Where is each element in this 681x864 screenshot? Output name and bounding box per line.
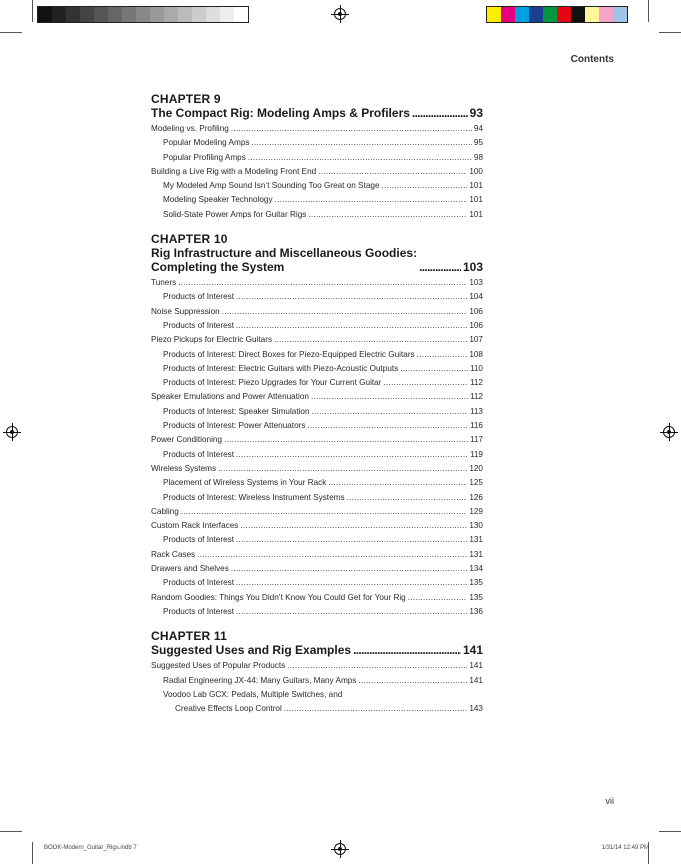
toc-entry-page-number: 119 (469, 449, 483, 459)
toc-entry[interactable] (151, 674, 483, 688)
toc-entry-page-number: 98 (473, 152, 483, 162)
crop-mark (648, 0, 649, 22)
calibration-swatch (206, 7, 220, 22)
toc-entry-title: Creative Effects Loop Control (175, 704, 282, 714)
calibration-swatch (501, 7, 515, 22)
dot-leader (312, 405, 468, 419)
crop-mark (659, 32, 681, 33)
dot-leader (353, 643, 461, 657)
dot-leader (328, 476, 467, 490)
dot-leader (318, 165, 467, 179)
dot-leader (358, 674, 467, 688)
toc-entry-page-number: 136 (469, 606, 483, 616)
toc-entry-page-number: 131 (469, 535, 483, 545)
toc-entry[interactable] (151, 702, 483, 716)
toc-entry-page-number: 126 (469, 492, 483, 502)
dot-leader (236, 605, 467, 619)
calibration-swatch (585, 7, 599, 22)
toc-entry-page-number: 101 (469, 181, 483, 191)
slug-file-name: BOOK-Modern_Guitar_Rigs.indb 7 (44, 845, 137, 851)
toc-entry-title: Products of Interest: Direct Boxes for Piezo-Equipped Electric Guitars (163, 349, 415, 359)
toc-entry-title: Products of Interest: Piezo Upgrades for Your Current Guitar (163, 378, 382, 388)
toc-entry[interactable] (151, 505, 483, 519)
toc-entry[interactable] (151, 390, 483, 404)
toc-entry-title: Noise Suppression (151, 306, 220, 316)
toc-entry-title: Products of Interest (163, 535, 234, 545)
toc-entry-page-number: 129 (469, 506, 483, 516)
dot-leader (400, 362, 468, 376)
toc-entry[interactable] (151, 491, 483, 505)
calibration-swatch (108, 7, 122, 22)
registration-mark-icon (334, 843, 346, 855)
dot-leader (236, 533, 467, 547)
dot-leader (224, 433, 468, 447)
toc-entry-title: Piezo Pickups for Electric Guitars (151, 335, 273, 345)
toc-entry-page-number: 106 (469, 320, 483, 330)
toc-entry[interactable] (151, 605, 483, 619)
calibration-swatch (599, 7, 613, 22)
toc-entry[interactable] (151, 576, 483, 590)
toc-entry-title: Products of Interest (163, 320, 234, 330)
dot-leader (236, 448, 468, 462)
chapter-page-number: 141 (462, 643, 483, 658)
toc-entry[interactable] (151, 533, 483, 547)
toc-entry[interactable] (151, 562, 483, 576)
toc-entry-title: Products of Interest: Electric Guitars with Piezo-Acoustic Outputs (163, 363, 399, 373)
toc-entry[interactable] (151, 290, 483, 304)
toc-entry-title: Placement of Wireless Systems in Your Rack (163, 478, 327, 488)
toc-entry-title: Custom Rack Interfaces (151, 521, 239, 531)
toc-entry[interactable] (151, 333, 483, 347)
dot-leader (307, 419, 467, 433)
toc-entry-list (151, 659, 483, 716)
color-calibration-bar (486, 6, 628, 23)
calibration-swatch (52, 7, 66, 22)
toc-entry-page-number: 106 (469, 306, 483, 316)
calibration-swatch (529, 7, 543, 22)
slug-timestamp: 1/31/14 12:49 PM (601, 845, 649, 851)
toc-entry-page-number: 95 (473, 138, 483, 148)
toc-entry[interactable] (151, 208, 483, 222)
calibration-swatch (613, 7, 627, 22)
toc-entry-page-number: 108 (469, 349, 483, 359)
toc-entry-page-number: 141 (469, 675, 483, 685)
dot-leader (218, 462, 467, 476)
toc-entry-title: Popular Profiling Amps (163, 152, 246, 162)
toc-entry-list (151, 122, 483, 222)
calibration-swatch (122, 7, 136, 22)
toc-entry[interactable] (151, 659, 483, 673)
toc-entry-title: Modeling Speaker Technology (163, 195, 273, 205)
toc-entry[interactable] (151, 688, 483, 702)
chapter-title: Rig Infrastructure and Miscellaneous Goodies: Completing the System (151, 246, 418, 275)
dot-leader (308, 208, 467, 222)
toc-entry[interactable] (151, 276, 483, 290)
toc-entry-page-number: 113 (469, 406, 483, 416)
registration-mark-icon (663, 426, 675, 438)
chapter-label: CHAPTER 10 (151, 232, 228, 247)
toc-entry-title: Products of Interest: Wireless Instrument Systems (163, 492, 345, 502)
toc-entry-title: Rack Cases (151, 549, 196, 559)
dot-leader (251, 136, 471, 150)
calibration-swatch (515, 7, 529, 22)
toc-entry-page-number: 100 (469, 166, 483, 176)
toc-entry-title: Tuners (151, 278, 177, 288)
toc-entry-title: Products of Interest: Power Attenuators (163, 421, 306, 431)
dot-leader (412, 106, 468, 120)
chapter-section (151, 92, 483, 222)
crop-mark (0, 831, 22, 832)
chapter-title: Suggested Uses and Rig Examples (151, 643, 352, 658)
toc-entry-page-number: 131 (469, 549, 483, 559)
toc-entry[interactable] (151, 151, 483, 165)
page-number: vii (605, 796, 614, 806)
dot-leader (419, 260, 461, 274)
dot-leader (383, 376, 467, 390)
chapter-page-number: 93 (469, 106, 483, 120)
crop-mark (32, 842, 33, 864)
calibration-swatch (571, 7, 585, 22)
dot-leader (236, 319, 467, 333)
toc-entry-page-number: 130 (469, 521, 483, 531)
dot-leader (248, 151, 472, 165)
toc-entry[interactable] (151, 548, 483, 562)
toc-entry-page-number: 94 (473, 124, 483, 133)
toc-entry[interactable] (151, 405, 483, 419)
toc-entry-title: Modeling vs. Profiling (151, 124, 229, 133)
crop-mark (0, 32, 22, 33)
dot-leader (222, 305, 468, 319)
calibration-swatch (38, 7, 52, 22)
dot-leader (236, 290, 467, 304)
toc-entry-page-number: 141 (469, 661, 483, 671)
toc-entry-title: Building a Live Rig with a Modeling Front End (151, 166, 317, 176)
dot-leader (347, 491, 468, 505)
toc-entry-page-number: 116 (469, 421, 483, 431)
toc-entry-page-number: 117 (469, 435, 483, 445)
dot-leader (275, 193, 468, 207)
toc-entry-title: Suggested Uses of Popular Products (151, 661, 286, 671)
dot-leader (287, 659, 467, 673)
calibration-swatch (164, 7, 178, 22)
toc-entry-title: Speaker Emulations and Power Attenuation (151, 392, 309, 402)
toc-entry[interactable] (151, 136, 483, 150)
calibration-swatch (136, 7, 150, 22)
toc-entry-title: Voodoo Lab GCX: Pedals, Multiple Switches, and (163, 689, 343, 699)
toc-entry-page-number: 143 (469, 704, 483, 714)
toc-entry[interactable] (151, 165, 483, 179)
calibration-swatch (220, 7, 234, 22)
toc-entry-title: Products of Interest (163, 449, 234, 459)
grayscale-calibration-bar (37, 6, 249, 23)
chapter-title-row[interactable] (151, 246, 483, 274)
chapter-title-row[interactable] (151, 643, 483, 657)
crop-mark (659, 831, 681, 832)
dot-leader (408, 591, 468, 605)
toc-entry-title: Radial Engineering JX-44: Many Guitars, Many Amps (163, 675, 357, 685)
crop-mark (32, 0, 33, 22)
toc-entry-page-number: 107 (469, 335, 483, 345)
toc-entry-page-number: 112 (469, 378, 483, 388)
toc-entry-title: Popular Modeling Amps (163, 138, 250, 148)
toc-entry-page-number: 103 (469, 278, 483, 288)
dot-leader (178, 276, 467, 290)
chapter-title-row[interactable] (151, 106, 483, 120)
chapter-title: The Compact Rig: Modeling Amps & Profilers (151, 106, 410, 120)
toc-entry-page-number: 134 (469, 564, 483, 574)
dot-leader (284, 702, 468, 716)
calibration-swatch (80, 7, 94, 22)
toc-entry[interactable] (151, 433, 483, 447)
dot-leader (382, 179, 468, 193)
toc-entry-page-number: 112 (469, 392, 483, 402)
toc-entry[interactable] (151, 519, 483, 533)
chapter-page-number: 103 (462, 260, 483, 275)
toc-entry[interactable] (151, 591, 483, 605)
toc-entry-title: Drawers and Shelves (151, 564, 229, 574)
toc-entry-title: Products of Interest: Speaker Simulation (163, 406, 310, 416)
toc-entry-page-number: 135 (469, 578, 483, 588)
dot-leader (240, 519, 467, 533)
toc-entry-page-number: 110 (469, 363, 483, 373)
toc-entry-list (151, 276, 483, 619)
toc-entry-page-number: 135 (469, 592, 483, 602)
toc-entry-page-number: 101 (469, 195, 483, 205)
table-of-contents (151, 92, 483, 726)
dot-leader (274, 333, 467, 347)
toc-entry-title: Wireless Systems (151, 463, 217, 473)
toc-entry-title: My Modeled Amp Sound Isn’t Sounding Too Great on Stage (163, 181, 380, 191)
dot-leader (197, 548, 467, 562)
dot-leader (181, 505, 468, 519)
toc-entry-page-number: 101 (469, 209, 483, 219)
dot-leader (231, 562, 468, 576)
calibration-swatch (487, 7, 501, 22)
calibration-swatch (66, 7, 80, 22)
toc-entry[interactable] (151, 305, 483, 319)
toc-entry-title: Solid-State Power Amps for Guitar Rigs (163, 209, 307, 219)
running-head: Contents (570, 54, 614, 65)
toc-entry-page-number: 125 (469, 478, 483, 488)
chapter-section (151, 232, 483, 619)
chapter-label: CHAPTER 9 (151, 92, 221, 106)
dot-leader (231, 122, 472, 136)
toc-entry[interactable] (151, 319, 483, 333)
chapter-label: CHAPTER 11 (151, 629, 228, 644)
toc-entry-title: Products of Interest (163, 606, 234, 616)
dot-leader (311, 390, 468, 404)
registration-mark-icon (334, 8, 346, 20)
toc-entry-page-number: 104 (469, 292, 483, 302)
calibration-swatch (150, 7, 164, 22)
toc-entry[interactable] (151, 376, 483, 390)
toc-entry-title: Products of Interest (163, 292, 234, 302)
chapter-section (151, 629, 483, 716)
calibration-swatch (94, 7, 108, 22)
registration-mark-icon (6, 426, 18, 438)
toc-entry[interactable] (151, 419, 483, 433)
dot-leader (417, 348, 468, 362)
toc-entry[interactable] (151, 362, 483, 376)
toc-entry[interactable] (151, 448, 483, 462)
toc-entry[interactable] (151, 179, 483, 193)
toc-entry-title: Products of Interest (163, 578, 234, 588)
toc-entry-title: Random Goodies: Things You Didn’t Know You Could Get for Your Rig (151, 592, 406, 602)
toc-entry[interactable] (151, 476, 483, 490)
dot-leader (236, 576, 467, 590)
calibration-swatch (234, 7, 248, 22)
toc-entry[interactable] (151, 193, 483, 207)
calibration-swatch (192, 7, 206, 22)
calibration-swatch (557, 7, 571, 22)
calibration-swatch (543, 7, 557, 22)
toc-entry[interactable] (151, 348, 483, 362)
toc-entry-title: Power Conditioning (151, 435, 223, 445)
toc-entry[interactable] (151, 122, 483, 136)
toc-entry-title: Cabling (151, 506, 179, 516)
calibration-swatch (178, 7, 192, 22)
toc-entry[interactable] (151, 462, 483, 476)
toc-entry-page-number: 120 (469, 463, 483, 473)
